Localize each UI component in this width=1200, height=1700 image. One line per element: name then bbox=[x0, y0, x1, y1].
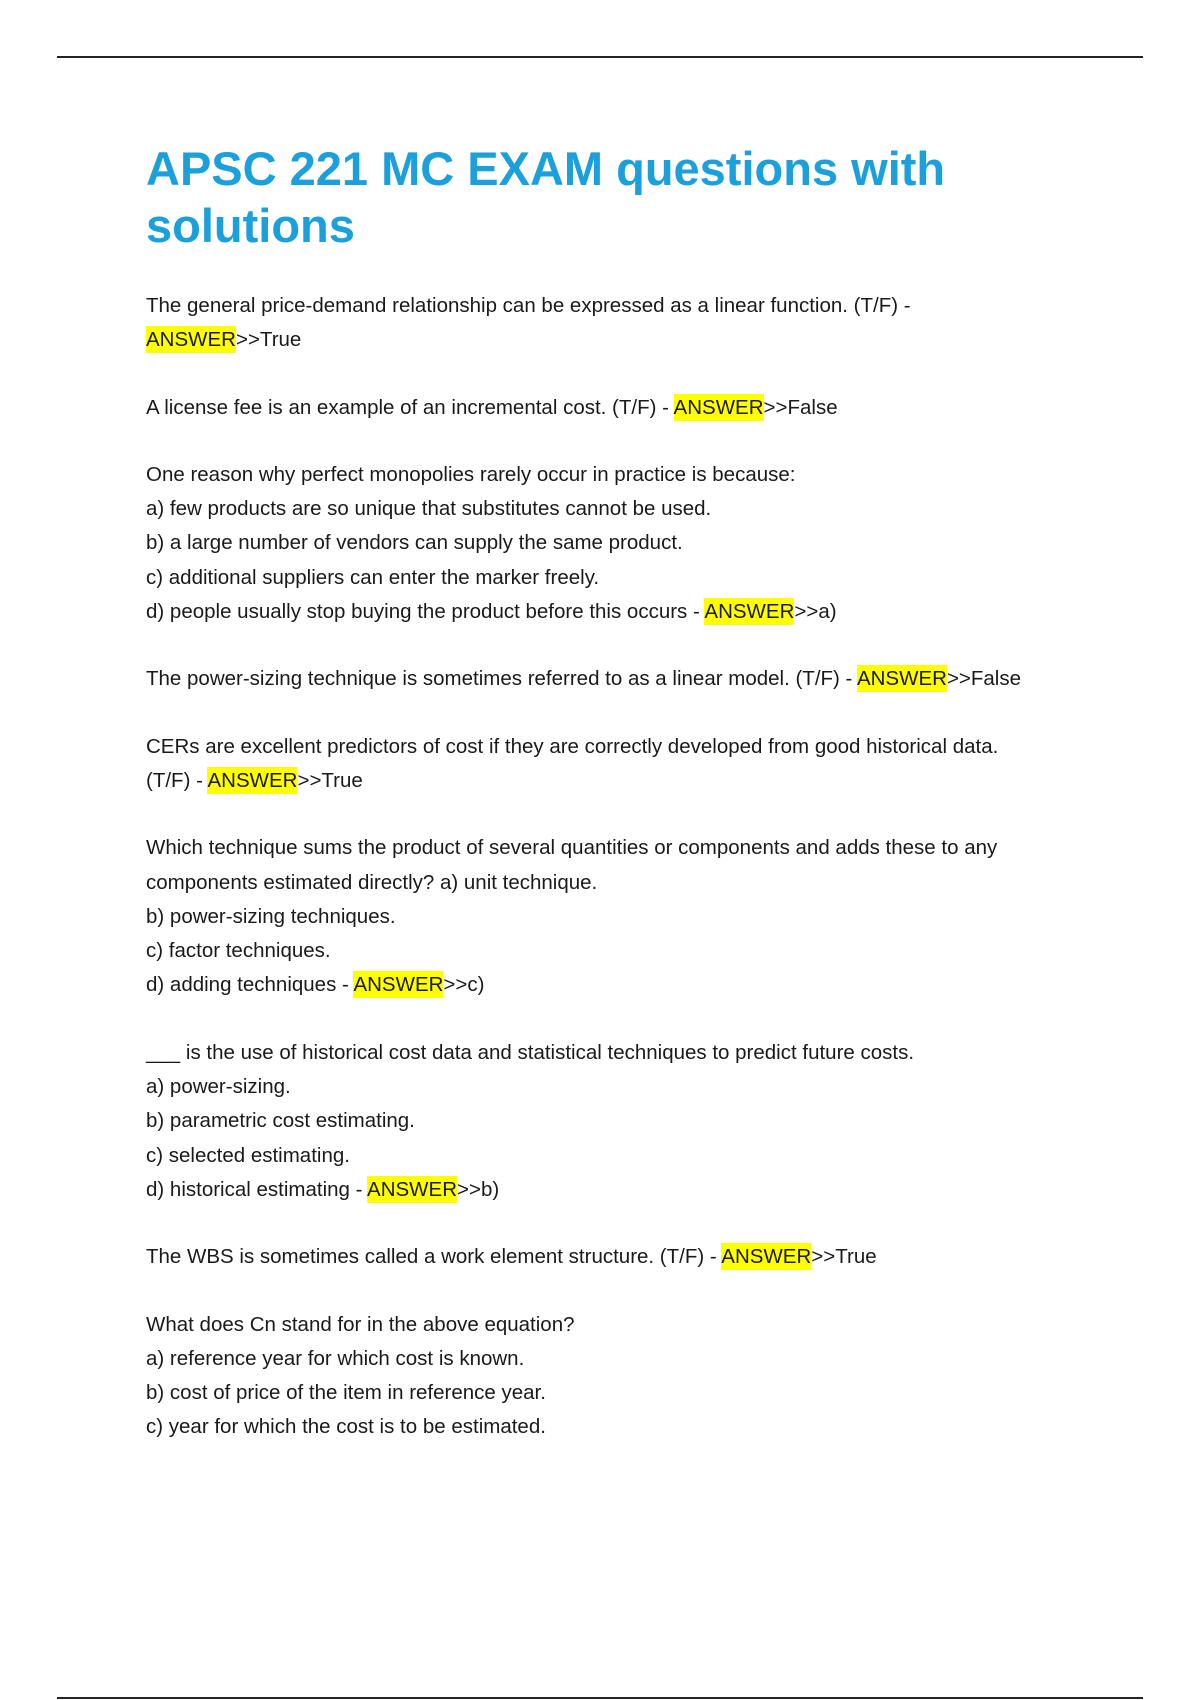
question-text: ___ is the use of historical cost data and statistical techniques to predict future costs. bbox=[146, 1040, 915, 1064]
question-block bbox=[146, 1036, 1096, 1207]
question-line: b) power-sizing techniques. bbox=[146, 904, 396, 928]
question-text: What does Cn stand for in the above equation? bbox=[146, 1312, 575, 1336]
question-line: b) parametric cost estimating. bbox=[146, 1109, 415, 1133]
answer-line bbox=[146, 595, 1096, 629]
question-line: c) year for which the cost is to be estimated. bbox=[146, 1415, 546, 1439]
question-block bbox=[146, 1240, 1096, 1274]
question-line: components estimated directly? a) unit technique. bbox=[146, 870, 598, 894]
question-block bbox=[146, 458, 1096, 629]
answer-prefix: (T/F) - bbox=[146, 768, 208, 792]
question-line: b) a large number of vendors can supply the same product. bbox=[146, 531, 683, 555]
question-text: The general price-demand relationship can be expressed as a linear function. (T/F) - bbox=[146, 294, 911, 317]
question-list bbox=[146, 289, 1096, 1445]
document-title: APSC 221 MC EXAM questions with solutions bbox=[146, 142, 946, 252]
answer-line bbox=[146, 968, 1096, 1002]
question-block bbox=[146, 730, 1096, 799]
answer-value: >>True bbox=[297, 768, 363, 792]
header-rule bbox=[57, 56, 1143, 58]
answer-highlight: ANSWER bbox=[721, 1245, 812, 1269]
answer-value: >>True bbox=[235, 328, 302, 352]
footer-rule bbox=[57, 1697, 1143, 1699]
question-line: a) few products are so unique that substitutes cannot be used. bbox=[146, 497, 712, 521]
answer-highlight: ANSWER bbox=[856, 667, 947, 691]
question-text: Which technique sums the product of several quantities or components and adds these to any bbox=[146, 836, 998, 860]
answer-value: >>c) bbox=[443, 973, 485, 997]
page-content bbox=[146, 140, 1096, 1478]
answer-line bbox=[146, 1240, 1096, 1274]
question-block bbox=[146, 1308, 1096, 1445]
answer-prefix: A license fee is an example of an incremental cost. (T/F) - bbox=[146, 395, 674, 419]
answer-highlight: ANSWER bbox=[704, 600, 795, 624]
answer-line bbox=[146, 1173, 1096, 1207]
answer-prefix: The WBS is sometimes called a work element structure. (T/F) - bbox=[146, 1245, 722, 1269]
answer-prefix: d) historical estimating - bbox=[146, 1177, 368, 1201]
question-line: b) cost of price of the item in reference year. bbox=[146, 1381, 546, 1405]
answer-highlight: ANSWER bbox=[673, 395, 764, 419]
question-line: a) reference year for which cost is known. bbox=[146, 1346, 525, 1370]
answer-highlight: ANSWER bbox=[367, 1177, 458, 1201]
answer-prefix: d) adding techniques - bbox=[146, 973, 354, 997]
answer-line bbox=[146, 662, 1096, 696]
question-line: c) selected estimating. bbox=[146, 1143, 350, 1167]
question-block bbox=[146, 662, 1096, 696]
answer-value: >>b) bbox=[457, 1177, 500, 1201]
answer-line bbox=[146, 391, 1096, 425]
answer-prefix: d) people usually stop buying the product before this occurs - bbox=[146, 600, 705, 624]
answer-value: >>a) bbox=[794, 600, 837, 624]
answer-prefix: The power-sizing technique is sometimes referred to as a linear model. (T/F) - bbox=[146, 667, 857, 691]
answer-value: >>True bbox=[811, 1245, 877, 1269]
question-text: CERs are excellent predictors of cost if they are correctly developed from good historical data. bbox=[146, 734, 999, 758]
question-text: One reason why perfect monopolies rarely occur in practice is because: bbox=[146, 462, 796, 486]
question-block bbox=[146, 831, 1096, 1002]
question-block bbox=[146, 289, 1096, 358]
answer-highlight: ANSWER bbox=[207, 768, 298, 792]
question-line: a) power-sizing. bbox=[146, 1075, 291, 1099]
answer-line bbox=[146, 323, 1096, 357]
answer-highlight: ANSWER bbox=[146, 328, 236, 352]
question-line: c) additional suppliers can enter the marker freely. bbox=[146, 565, 600, 589]
question-block bbox=[146, 391, 1096, 425]
answer-value: >>False bbox=[763, 395, 838, 419]
answer-line bbox=[146, 764, 1096, 798]
answer-value: >>False bbox=[946, 667, 1022, 691]
question-line: c) factor techniques. bbox=[146, 939, 331, 963]
answer-highlight: ANSWER bbox=[353, 973, 444, 997]
